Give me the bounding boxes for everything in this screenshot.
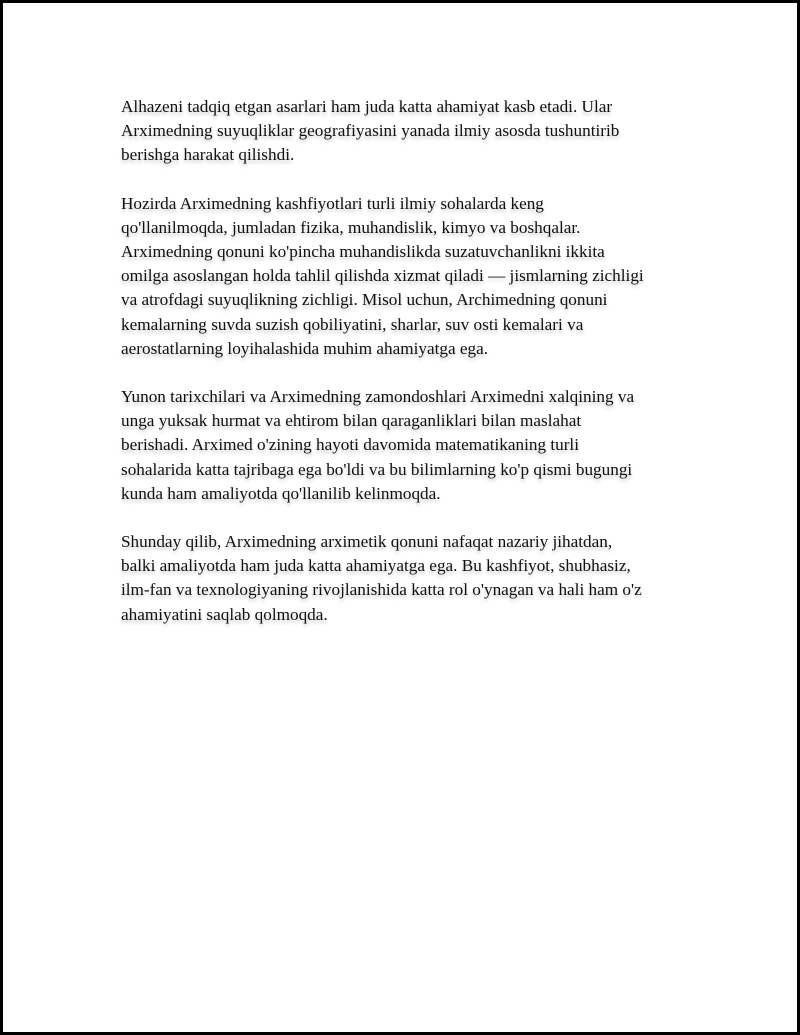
- document-body: [121, 95, 693, 651]
- paragraph-4: Shunday qilib, Arximedning arximetik qonuni nafaqat nazariy jihatdan, balki amaliyotda ham juda katta ahamiyatga ega. Bu kashfiyot, shubhasiz, ilm-fan va texnologiyaning rivojlanishida katta rol o'ynagan va hali ham o'z ahamiyatini saqlab qolmoqda.: [121, 532, 642, 624]
- paragraph-1: Alhazeni tadqiq etgan asarlari ham juda katta ahamiyat kasb etadi. Ular Arximedning suyuqliklar geografiyasini yanada ilmiy asosda tushuntirib berishga harakat qilishdi.: [121, 97, 620, 165]
- paragraph-2: Hozirda Arximedning kashfiyotlari turli ilmiy sohalarda keng qo'llanilmoqda, jumladan fizika, muhandislik, kimyo va boshqalar. Arximedning qonuni ko'pincha muhandislikda suzatuvchanlikni ikkita omilga asoslangan holda tahlil qilishda xizmat qiladi — jismlarning zichligi va atrofdagi suyuqlikning zichligi. Misol uchun, Archimedning qonuni kemalarning suvda suzish qobiliyatini, sharlar, suv osti kemalari va aerostatlarning loyihalashida muhim ahamiyatga ega.: [121, 193, 644, 358]
- paragraph-3: Yunon tarixchilari va Arximedning zamondoshlari Arximedni xalqining va unga yuksak hurmat va ehtirom bilan qaraganliklari bilan maslahat berishadi. Arximed o'zining hayoti davomida matematikaning turli sohalarida katta tajribaga ega bo'ldi va bu bilimlarning ko'p qismi bugungi kunda ham amaliyotda qo'llanilib kelinmoqda.: [121, 387, 635, 503]
